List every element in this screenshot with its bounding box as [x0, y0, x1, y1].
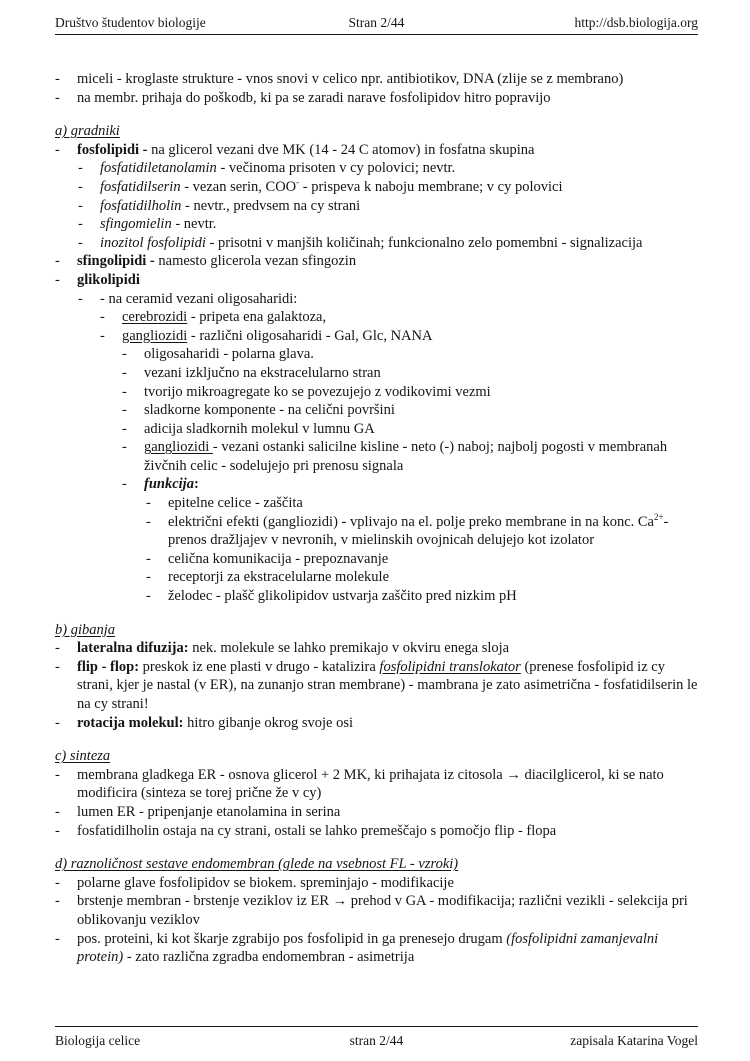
list-item — [78, 197, 700, 216]
text-run: oligosaharidi - polarna glava. — [144, 346, 314, 363]
text-run: nek. molekule se lahko premikajo v okviru enega sloja — [188, 640, 510, 657]
list-item-text — [77, 803, 700, 822]
list-item — [122, 345, 700, 364]
list-item-text — [168, 494, 700, 513]
text-run: - na ceramid vezani oligosaharidi: — [100, 290, 298, 307]
list-item — [55, 822, 700, 841]
list-item-text — [77, 141, 700, 160]
list-item-text — [77, 639, 700, 658]
bullet-dash: - — [55, 89, 60, 106]
list-item-text — [77, 252, 700, 271]
list-item — [122, 383, 700, 402]
text-run: celična komunikacija - prepoznavanje — [168, 550, 389, 567]
text-run: polarne glave fosfolipidov se biokem. spreminjajo - modifikacije — [77, 874, 454, 891]
list-item-text — [77, 874, 700, 893]
bullet-dash: - — [78, 178, 83, 195]
list-item — [55, 271, 700, 290]
bullet-dash: - — [122, 346, 127, 363]
list-item — [55, 803, 700, 822]
header-page-number: Stran 2/44 — [348, 15, 405, 30]
text-run: (prenese fosfolipid iz cy strani, kjer je nastal (v ER), na zunanjo stran membrane) - mambrana je zato asimetrična - fosfatidilserin le na cy strani! — [77, 658, 698, 712]
bullet-dash: - — [100, 309, 105, 326]
bullet-dash: - — [146, 588, 151, 605]
list-item-text — [168, 513, 700, 550]
list-item-text — [100, 178, 700, 197]
text-run: sfingolipidi - — [77, 253, 159, 270]
text-run: na membr. prihaja do poškodb, ki pa se zaradi narave fosfolipidov hitro popravijo — [77, 89, 551, 106]
footer-author: zapisala Katarina Vogel — [570, 1033, 698, 1048]
text-run: gangliozidi — [122, 327, 188, 344]
text-run: miceli - kroglaste strukture - vnos snovi v celico npr. antibiotikov, DNA (zlije se z membrano) — [77, 71, 624, 87]
document-body — [55, 70, 700, 967]
bullet-dash: - — [122, 364, 127, 381]
list-item — [122, 401, 700, 420]
list-item — [122, 475, 700, 494]
text-run: receptorji za ekstracelularne molekule — [168, 569, 390, 586]
list-item — [146, 494, 700, 513]
list-item-text — [77, 766, 700, 803]
list-item-text — [100, 197, 700, 216]
bullet-dash: - — [122, 420, 127, 437]
text-run: želodec - plašč glikolipidov ustvarja zaščito pred nizkim pH — [168, 588, 517, 605]
list-item-text — [168, 587, 700, 606]
list-item — [55, 658, 700, 714]
list-item-text — [77, 70, 700, 89]
text-run: na glicerol vezani dve MK (14 - 24 C atomov) in fosfatna skupina — [151, 141, 535, 158]
text-run: adicija sladkornih molekul v lumnu GA — [144, 420, 375, 437]
list-item — [100, 327, 700, 346]
list-item-text — [77, 892, 700, 929]
list-item — [55, 874, 700, 893]
bullet-dash: - — [100, 327, 105, 344]
list-item-text — [100, 290, 700, 309]
bullet-dash: - — [55, 766, 60, 783]
text-run: : — [193, 476, 199, 493]
text-run: - pripeta ena galaktoza, — [187, 309, 327, 326]
list-item — [146, 513, 700, 550]
list-item — [55, 766, 700, 803]
list-item-text — [144, 383, 700, 402]
text-run: d) raznoličnost sestave endomembran (glede na vsebnost FL - vzroki) — [55, 856, 459, 873]
superscript-text-run: 2+ — [653, 511, 664, 522]
section-heading — [55, 855, 700, 874]
text-run: - zato različna zgradba endomembran - asimetrija — [123, 949, 415, 966]
section-heading — [55, 122, 700, 141]
list-item-text — [122, 327, 700, 346]
text-run: gangliozidi — [144, 439, 213, 456]
bullet-dash: - — [122, 476, 127, 493]
list-item-text — [144, 345, 700, 364]
list-item — [78, 215, 700, 234]
list-item — [55, 89, 700, 108]
bullet-dash: - — [78, 197, 83, 214]
list-item-text — [100, 215, 700, 234]
list-item-text — [77, 89, 700, 108]
text-run: električni efekti (gangliozidi) - vplivajo na el. polje preko membrane in na konc. Ca — [168, 513, 654, 530]
list-item-text — [77, 930, 700, 967]
text-run: - prispeva k naboju membrane; v cy polovici — [299, 178, 563, 195]
list-item — [78, 159, 700, 178]
text-run: lateralna difuzija: — [77, 640, 189, 657]
list-item-text — [144, 364, 700, 383]
text-run: hitro gibanje okrog svoje osi — [183, 714, 353, 731]
bullet-dash: - — [55, 640, 60, 657]
text-run: sladkorne komponente - na celični površini — [144, 402, 395, 419]
list-item — [146, 587, 700, 606]
list-item — [146, 550, 700, 569]
bullet-dash: - — [55, 141, 60, 158]
text-run: - nevtr. — [171, 216, 217, 233]
bullet-dash: - — [146, 513, 151, 530]
text-run: membrana gladkega ER - osnova glicerol + 2 MK, ki prihajata iz citosola → diacilglicerol, ki se nato modificira (sinteza se torej prične že v cy) — [77, 766, 664, 802]
list-item-text — [77, 271, 700, 290]
text-run: c) sinteza — [55, 748, 111, 765]
list-item — [55, 930, 700, 967]
list-item-text — [144, 420, 700, 439]
list-item-text — [168, 550, 700, 569]
text-run: funkcija — [144, 476, 194, 493]
text-run: - nevtr., predvsem na cy strani — [181, 197, 361, 214]
list-item — [78, 290, 700, 309]
bullet-dash: - — [122, 402, 127, 419]
list-item — [55, 892, 700, 929]
list-item — [55, 714, 700, 733]
bullet-dash: - — [55, 253, 60, 270]
list-item — [146, 568, 700, 587]
text-run: fosfolipidi - — [77, 141, 152, 158]
superscript-text-run: - — [296, 177, 300, 188]
bullet-dash: - — [55, 874, 60, 891]
bullet-dash: - — [146, 550, 151, 567]
text-run: fosfatidilholin ostaja na cy strani, ostali se lahko premeščajo s pomočjo flip - flopa — [77, 822, 557, 839]
text-run: inozitol fosfolipidi — [100, 234, 206, 251]
text-run: rotacija molekul: — [77, 714, 184, 731]
text-run: - vezan serin, COO — [180, 178, 297, 195]
text-run: b) gibanja — [55, 621, 116, 638]
bullet-dash: - — [55, 822, 60, 839]
text-run: fosfatidilserin — [100, 178, 181, 195]
list-item — [100, 308, 700, 327]
list-item-text — [144, 401, 700, 420]
bullet-dash: - — [55, 271, 60, 288]
text-run: a) gradniki — [55, 123, 120, 140]
list-item-text — [77, 658, 700, 714]
page-footer — [55, 1026, 698, 1048]
list-item-text — [144, 475, 700, 494]
text-run: - vezani ostanki salicilne kisline - neto (-) naboj; najbolj pogosti v membranah živčnih celic - sodelujejo pri prenosu signala — [144, 439, 668, 474]
list-item-text — [77, 822, 700, 841]
section-heading — [55, 747, 700, 766]
text-run: preskok iz ene plasti v drugo - katalizira — [139, 658, 380, 675]
bullet-dash: - — [78, 234, 83, 251]
bullet-dash: - — [55, 930, 60, 947]
header-url: http://dsb.biologija.org — [574, 15, 698, 30]
list-item — [78, 178, 700, 197]
bullet-dash: - — [55, 658, 60, 675]
text-run: glikolipidi — [77, 271, 140, 288]
text-run: fosfatidilholin — [100, 197, 182, 214]
list-item-text — [100, 234, 700, 253]
list-item — [122, 364, 700, 383]
list-item — [55, 70, 700, 89]
bullet-dash: - — [122, 439, 127, 456]
list-item — [122, 420, 700, 439]
text-run: epitelne celice - zaščita — [168, 495, 303, 512]
list-item-text — [168, 568, 700, 587]
bullet-dash: - — [78, 216, 83, 233]
text-run: - večinoma prisoten v cy polovici; nevtr. — [216, 160, 456, 177]
list-item — [78, 234, 700, 253]
text-run: fosfatidiletanolamin — [100, 160, 217, 177]
list-item-text — [100, 159, 700, 178]
text-run: pos. proteini, ki kot škarje zgrabijo pos fosfolipid in ga prenesejo drugam — [77, 930, 507, 947]
text-run: fosfolipidni translokator — [379, 658, 521, 675]
list-item-text — [144, 438, 700, 475]
footer-page-number: stran 2/44 — [349, 1033, 404, 1048]
text-run: - prenos dražljajev v nevronih, v mielinskih ovojnicah delujejo kot izolator — [168, 513, 669, 549]
footer-course-title: Biologija celice — [55, 1033, 141, 1048]
text-run: brstenje membran - brstenje veziklov iz ER → prehod v GA - modifikacija; različni vezikli - selekcija pri oblikovanju veziklov — [77, 893, 688, 928]
header-organization: Društvo študentov biologije — [55, 15, 206, 30]
text-run: - različni oligosaharidi - Gal, Glc, NANA — [187, 327, 433, 344]
text-run: cerebrozidi — [122, 309, 188, 326]
list-item-text — [122, 308, 700, 327]
bullet-dash: - — [55, 893, 60, 910]
text-run: sfingomielin — [100, 216, 172, 233]
list-item-text — [77, 714, 700, 733]
bullet-dash: - — [122, 383, 127, 400]
section-heading — [55, 621, 700, 640]
text-run: vezani izključno na ekstracelularno stran — [144, 364, 381, 381]
text-run: namesto glicerola vezan sfingozin — [158, 253, 357, 270]
list-item — [55, 639, 700, 658]
text-run: lumen ER - pripenjanje etanolamina in serina — [77, 803, 341, 820]
bullet-dash: - — [55, 803, 60, 820]
list-item — [122, 438, 700, 475]
text-run: - prisotni v manjših količinah; funkcionalno zelo pomembni - signalizacija — [205, 234, 643, 251]
list-item — [55, 141, 700, 160]
text-run: (fosfolipidni zamanjevalni protein) — [77, 930, 659, 966]
text-run: flip - flop: — [77, 658, 140, 675]
text-run: tvorijo mikroagregate ko se povezujejo z vodikovimi vezmi — [144, 383, 491, 400]
bullet-dash: - — [78, 290, 83, 307]
bullet-dash: - — [55, 714, 60, 731]
bullet-dash: - — [78, 160, 83, 177]
list-item — [55, 252, 700, 271]
page-header — [55, 15, 698, 35]
bullet-dash: - — [146, 495, 151, 512]
bullet-dash: - — [146, 569, 151, 586]
bullet-dash: - — [55, 71, 60, 87]
